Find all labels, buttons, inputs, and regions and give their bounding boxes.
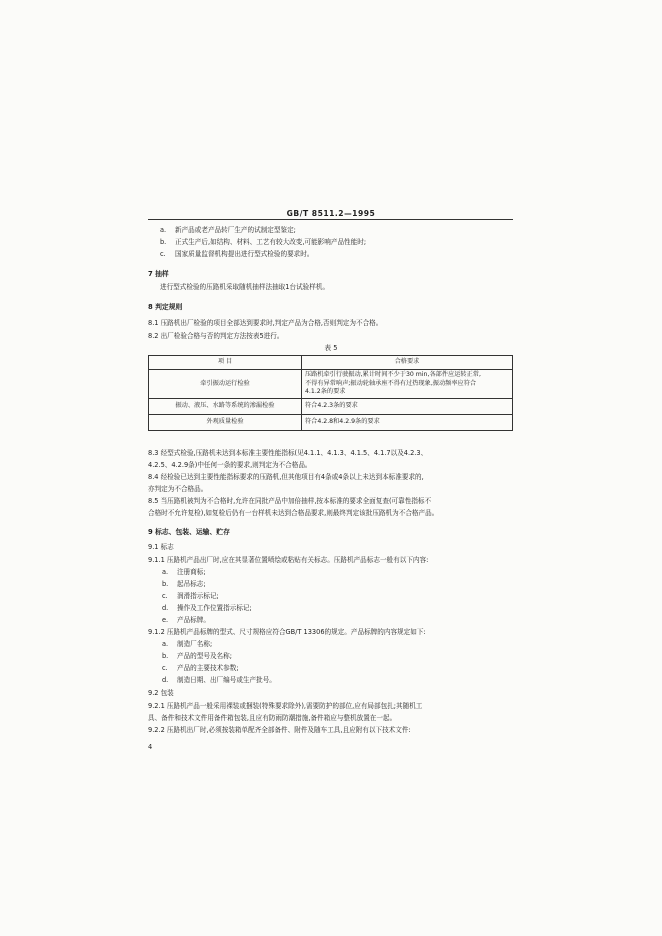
table-cell-item: 牵引振动运行检验	[149, 370, 302, 399]
list-item: 国家质量监督机构提出进行型式检验的要求时。	[175, 250, 314, 258]
section-7-title: 7 抽样	[148, 270, 169, 278]
clause-9-2-1-line-2: 具、备件和技术文件用备件箱包装,且应有防雨防潮措施,备件箱应与整机放置在一起。	[148, 714, 397, 722]
list-item: 操作及工作位置指示标记;	[177, 604, 252, 612]
list-marker: d.	[162, 676, 169, 684]
clause-8-5-line-2: 合格时不允许复检),如复检后仍有一台样机未达到合格品要求,则最终判定该批压路机为不合格产品。	[148, 509, 439, 517]
list-marker: e.	[162, 616, 169, 624]
clause-9-2: 9.2 包装	[148, 689, 174, 697]
table-5	[148, 355, 513, 431]
clause-9-2-2: 9.2.2 压路机出厂时,必须按装箱单配齐全部备件、附件及随车工具,且应附有以下技术文件:	[148, 726, 411, 734]
table-header-requirement: 合格要求	[302, 356, 513, 370]
list-item: 制造厂名称;	[177, 640, 213, 648]
list-marker: b.	[162, 580, 169, 588]
list-item: 产品的型号及名称;	[177, 652, 232, 660]
requirement-line: 压路机牵引行驶振动,累计时间不少于30 min,各部件应运转正常,	[305, 371, 481, 378]
section-8-title: 8 判定规则	[148, 303, 183, 311]
table-row	[149, 398, 513, 414]
list-marker: a.	[160, 226, 167, 234]
clause-8-4-line-1: 8.4 经检验已达到主要性能指标要求的压路机,但其他项目有4条或4条以上未达到本标准要求的,	[148, 473, 424, 481]
list-marker: a.	[162, 568, 169, 576]
table-caption: 表 5	[324, 344, 338, 352]
clause-8-4-line-2: 亦判定为不合格品。	[148, 485, 208, 493]
requirement-line: 不得有异常响声;振动轮轴承座不得有过热现象,振动频率应符合	[305, 379, 477, 387]
list-item: 注册商标;	[177, 568, 206, 576]
requirement-line: 4.1.2条的要求	[305, 388, 346, 396]
clause-9-1-1: 9.1.1 压路机产品出厂时,应在其显著位置喷绘或粘贴有关标志。压路机产品标志一般有以下内容:	[148, 556, 429, 564]
section-7-body: 进行型式检验的压路机采取随机抽样法抽取1台试验样机。	[160, 283, 330, 291]
section-9-title: 9 标志、包装、运输、贮存	[148, 528, 230, 536]
table-row	[149, 370, 513, 399]
list-marker: d.	[162, 604, 169, 612]
list-marker: a.	[162, 640, 169, 648]
list-marker: c.	[160, 250, 166, 258]
list-item: 制造日期、出厂编号或生产批号。	[177, 676, 276, 684]
table-cell-requirement	[302, 370, 513, 399]
page-number: 4	[148, 743, 153, 751]
table-header-row	[149, 356, 513, 370]
standard-number: GB/T 8511.2—1995	[286, 209, 376, 218]
list-item: 起吊标志;	[177, 580, 206, 588]
list-item: 产品的主要技术参数;	[177, 664, 239, 672]
clause-8-5-line-1: 8.5 当压路机被判为不合格时,允许在同批产品中加倍抽样,按本标准的要求全面复查(可靠性指标不	[148, 497, 432, 505]
header-rule	[148, 219, 513, 220]
list-marker: c.	[162, 664, 168, 672]
table-row	[149, 414, 513, 430]
clause-9-1-2: 9.1.2 压路机产品标牌的型式、尺寸规格应符合GB/T 13306的规定。产品标牌的内容规定如下:	[148, 628, 426, 636]
table-cell-requirement: 符合4.2.8和4.2.9条的要求	[302, 414, 513, 430]
list-item: 润滑指示标记;	[177, 592, 219, 600]
table-cell-item: 振动、液压、水路等系统的渗漏检验	[149, 398, 302, 414]
list-item: 新产品或老产品转厂生产的试制定型鉴定;	[175, 226, 296, 234]
list-marker: c.	[162, 592, 168, 600]
clause-8-3-line-1: 8.3 经型式检验,压路机未达到本标准主要性能指标(见4.1.1、4.1.3、4.1.5、4.1.7以及4.2.3、	[148, 449, 428, 457]
list-item: 产品标牌。	[177, 616, 210, 624]
clause-8-2: 8.2 出厂检验合格与否的判定方法按表5进行。	[148, 332, 284, 340]
clause-8-1: 8.1 压路机出厂检验的项目全部达到要求时,判定产品为合格,否则判定为不合格。	[148, 319, 383, 327]
clause-9-1: 9.1 标志	[148, 543, 174, 551]
list-marker: b.	[162, 652, 169, 660]
list-marker: b.	[160, 238, 167, 246]
clause-9-2-1-line-1: 9.2.1 压路机产品一般采用裸装或捆装(特殊要求除外),需要防护的部位,应有局部包扎;其随机工	[148, 702, 423, 710]
list-item: 正式生产后,如结构、材料、工艺有较大改变,可能影响产品性能时;	[175, 238, 367, 246]
table-header-item: 项 目	[149, 356, 302, 370]
clause-8-3-line-2: 4.2.5、4.2.9条)中任何一条的要求,则判定为不合格品。	[148, 461, 312, 469]
table-cell-requirement: 符合4.2.3条的要求	[302, 398, 513, 414]
table-cell-item: 外观质量检验	[149, 414, 302, 430]
